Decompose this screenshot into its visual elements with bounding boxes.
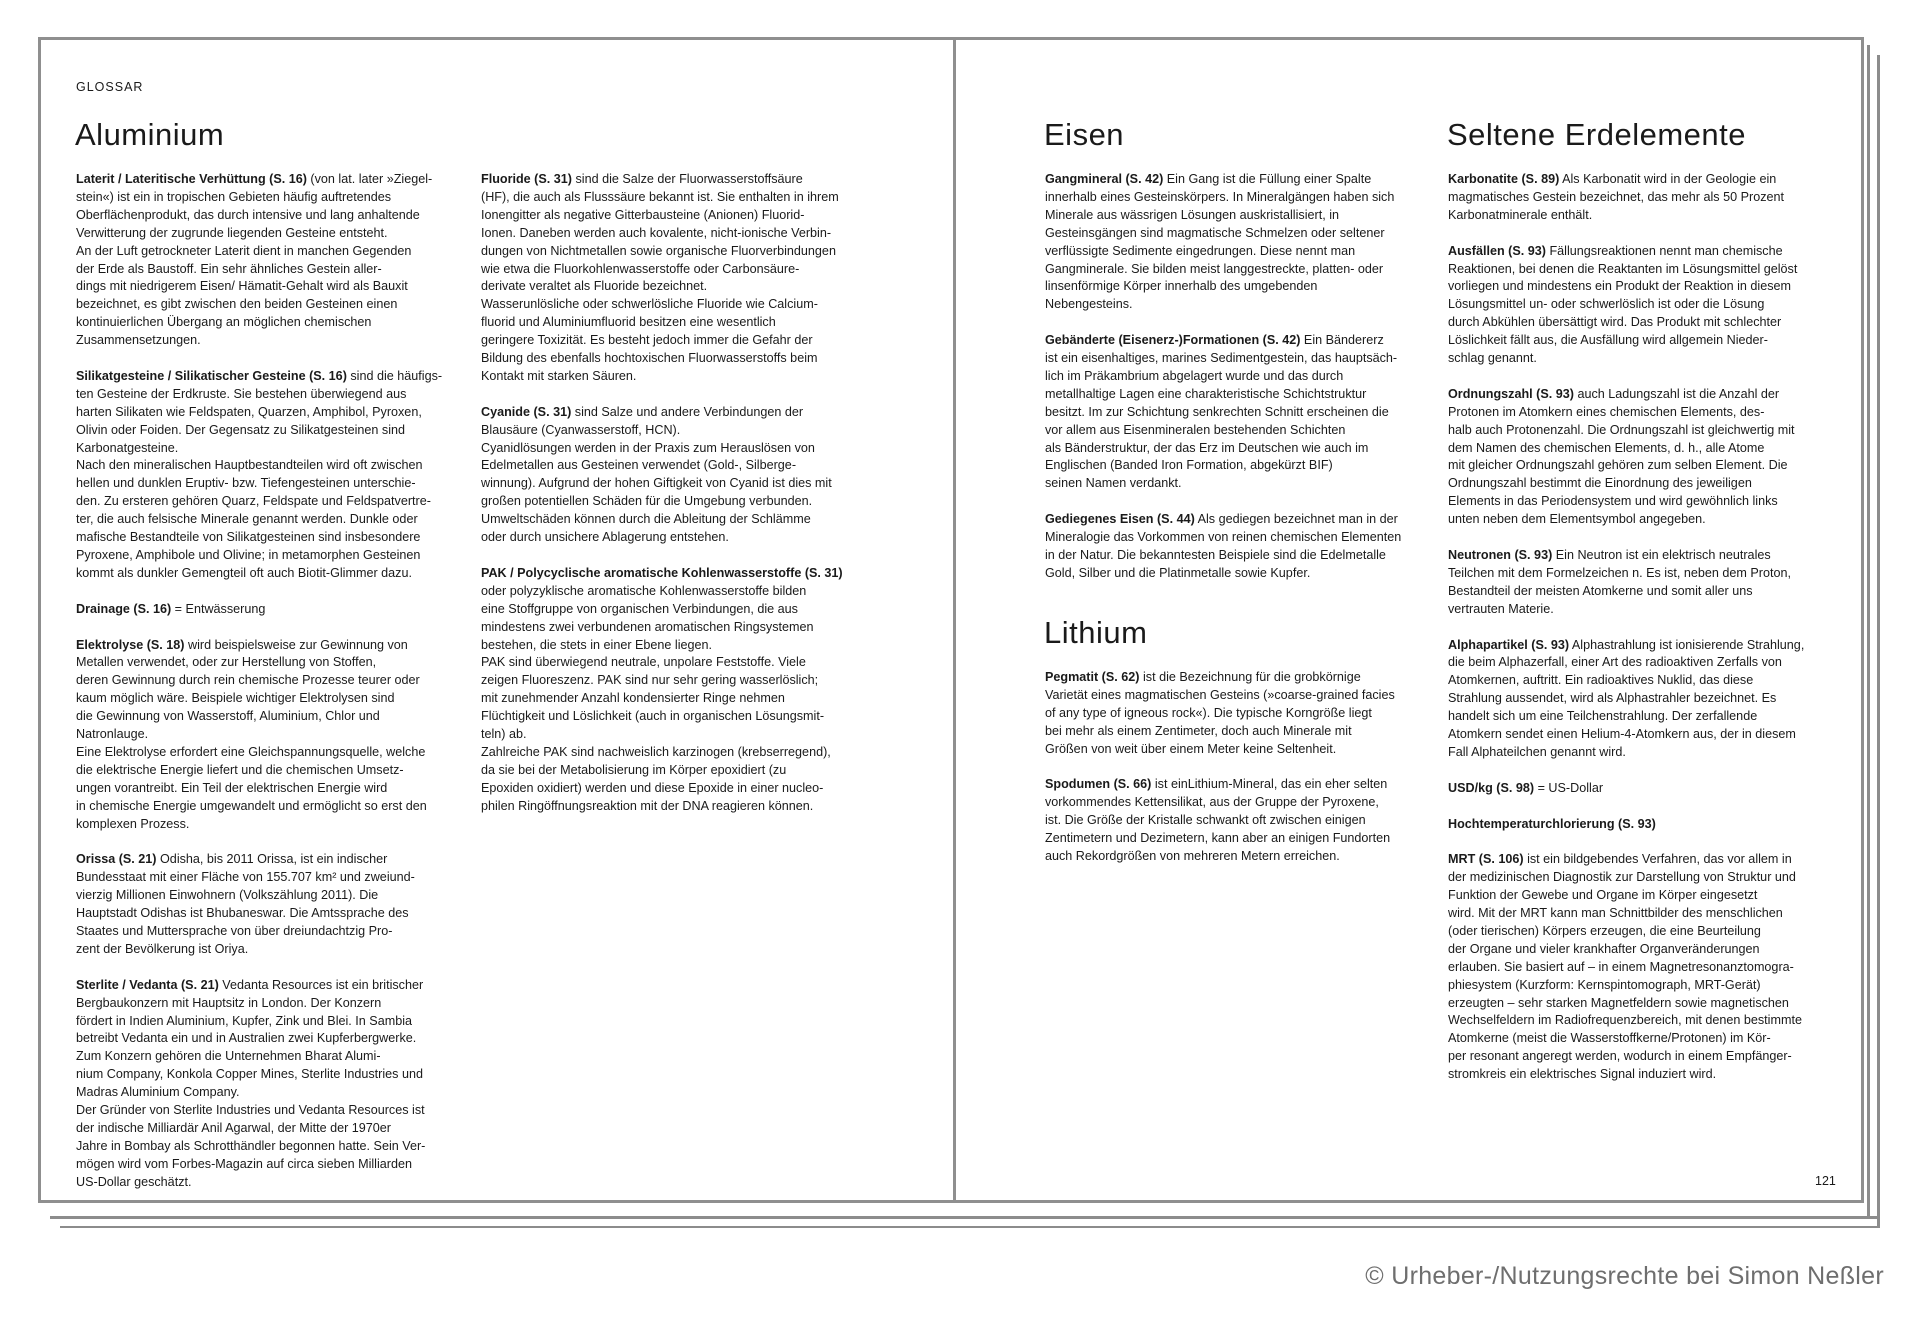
glossary-definition: = US-Dollar: [1534, 780, 1604, 795]
glossary-definition: ist die Bezeichnung für die grobkörnige Varietät eines magmatischen Gesteins (»coarse-grained facies of any type of igneous rock«). Die typische Korngröße liegt bei mehr als einem Zentimeter, doch auch Minerale mit Größen von weit über einem Meter keine Seltenheit.: [1045, 670, 1395, 756]
glossary-entry: [481, 565, 881, 816]
glossary-term: Laterit / Lateritische Verhüttung (S. 16): [76, 172, 307, 186]
glossary-definition: Fällungsreaktionen nennt man chemische Reaktionen, bei denen die Reaktanten im Lösungsmittel gelöst vorliegen und mindestens ein Produkt der Reaktion in diesem Lösungsmittel un- oder schwerlöslich ist oder die Lösung durch Abkühlen übersättigt wird. Das Produkt mit schlechter Löslichkeit fällt aus, die Ausfällung wird allgemein Nieder- schlag genannt.: [1448, 243, 1798, 366]
glossary-entry: [76, 851, 471, 958]
glossary-definition: Alphastrahlung ist ionisierende Strahlung, die beim Alphazerfall, einer Art des radioaktiven Zerfalls von Atomkernen, auftritt. Ein radioaktives Nuklid, das diese Strahlung aussendet, wird als Alphastrahler bezeichnet. Es handelt sich um eine Teilchenstrahlung. Der zerfallende Atomkern sendet einen Helium-4-Atomkern aus, der in diesem Fall Alphateilchen genannt wird.: [1448, 637, 1805, 759]
glossary-definition: = Entwässerung: [171, 601, 266, 616]
book-spine: [953, 40, 956, 1200]
glossary-definition: (von lat. later »Ziegel- stein«) ist ein in tropischen Gebieten häufig auftretendes Oberflächenprodukt, das durch intensive und lang anhaltende Verwitterung der zugrunde liegenden Gesteine entsteht. An der Luft getrockneter Laterit dient in manchen Gegenden der Erde als Baustoff. Ein sehr ähnliches Gestein aller- dings mit niedrigerem Eisen/ Hämatit-Gehalt wird als Bauxit bezeichnet, es gibt zwischen den beiden Gesteinen einen kontinuierlichen Übergang an möglichen chemischen Zusammensetzungen.: [76, 172, 433, 348]
glossary-definition: Ein Bändererz ist ein eisenhaltiges, marines Sedimentgestein, das hauptsäch- lich im Präkambrium abgelagert wurde und das durch metallhaltige Lagen eine charakteristische Schichtstruktur besitzt. Im zur Schichtung senkrechten Schnitt erscheinen die vor allem aus Eisenmineralen bestehenden Schichten als Bänderstruktur, der das Erz im Deutschen wie auch im Englischen (Banded Iron Formation, abgekürzt BIF) seinen Namen verdankt.: [1045, 333, 1398, 491]
glossary-column-aluminium-1: [76, 171, 471, 1209]
glossary-term: Alphapartikel (S. 93): [1448, 637, 1570, 652]
glossary-entry: [1448, 547, 1848, 619]
glossary-term: Cyanide (S. 31): [481, 404, 572, 419]
glossary-term: USD/kg (S. 98): [1448, 780, 1535, 795]
glossary-entry: [1045, 776, 1445, 866]
glossary-entry: [1448, 386, 1848, 529]
glossary-entry: [1448, 243, 1848, 368]
glossary-term: Orissa (S. 21): [76, 852, 157, 867]
glossary-term: Sterlite / Vedanta (S. 21): [76, 977, 219, 992]
glossary-entry: [481, 404, 881, 547]
glossary-definition: Vedanta Resources ist ein britischer Bergbaukonzern mit Hauptsitz in London. Der Konzern fördert in Indien Aluminium, Kupfer, Zink und Blei. In Sambia betreibt Vedanta ein und in Australien zwei Kupferbergwerke. Zum Konzern gehören die Unternehmen Bharat Alumi- nium Company, Konkola Copper Mines, Sterlite Industries und Madras Aluminium Company. Der Gründer von Sterlite Industries und Vedanta Resources ist der indische Milliardär Anil Agarwal, der Mitte der 1970er Jahre in Bombay als Schrotthändler begonnen hatte. Sein Ver- mögen wird vom Forbes-Magazin auf circa sieben Milliarden US-Dollar geschätzt.: [76, 977, 426, 1189]
glossary-term: Ausfällen (S. 93): [1448, 243, 1546, 258]
glossary-definition: Ein Gang ist die Füllung einer Spalte innerhalb eines Gesteinskörpers. In Mineralgängen haben sich Minerale aus wässrigen Lösungen auskristallisiert, in Gesteinsgängen sind magmatische Schmelzen oder seltener verflüssigte Sedimente eingedrungen. Diese nennt man Gangminerale. Sie bilden meist langgestreckte, platten- oder linsenförmige Körper innerhalb des umgebenden Nebengesteins.: [1045, 172, 1395, 312]
glossary-term: Ordnungszahl (S. 93): [1448, 386, 1574, 401]
glossary-term: PAK / Polycyclische aromatische Kohlenwasserstoffe (S. 31): [481, 565, 843, 580]
copyright-notice: © Urheber-/Nutzungsrechte bei Simon Neßler: [1365, 1262, 1884, 1290]
glossary-term: Fluoride (S. 31): [481, 172, 572, 186]
glossary-definition: oder polyzyklische aromatische Kohlenwasserstoffe bilden eine Stoffgruppe von organischen Verbindungen, die aus mindestens zwei verbundenen aromatischen Ringsystemen bestehen, die stets in einer Ebene liegen. PAK sind überwiegend neutrale, unpolare Feststoffe. Viele zeigen Fluoreszenz. PAK sind nur sehr gering wasserlöslich; mit zunehmender Anzahl kondensierter Ringe nehmen Flüchtigkeit und Löslichkeit (auch in organischen Lösungsmit- teln) ab. Zahlreiche PAK sind nachweislich karzinogen (krebserregend), da sie bei der Metabolisierung im Körper epoxidiert (zu Epoxiden oxidiert) werden und diese Epoxide in einer nucleo- philen Ringöffnungsreaktion mit der DNA reagieren können.: [481, 583, 831, 813]
glossary-term: Drainage (S. 16): [76, 601, 172, 616]
glossary-column-lithium: [1045, 669, 1445, 884]
glossary-definition: wird beispielsweise zur Gewinnung von Metallen verwendet, oder zur Herstellung von Stoffen, deren Gewinnung durch rein chemische Prozesse teurer oder kaum möglich wäre. Beispiele wichtiger Elektrolysen sind die Gewinnung von Wasserstoff, Aluminium, Chlor und Natronlauge. Eine Elektrolyse erfordert eine Gleichspannungsquelle, welche die elektrische Energie liefert und die chemischen Umsetz- ungen vorantreibt. Ein Teil der elektrischen Energie wird in chemische Energie umgewandelt und ermöglicht so erst den komplexen Prozess.: [76, 637, 427, 831]
glossary-definition: sind die häufigs- ten Gesteine der Erdkruste. Sie bestehen überwiegend aus harten Silikaten wie Feldspaten, Quarzen, Amphibol, Pyroxen, Olivin oder Foiden. Der Gegensatz zu Silikatgesteinen sind Karbonatgesteine. Nach den mineralischen Hauptbestandteilen wird oft zwischen hellen und dunklen Eruptiv- bzw. Tiefengesteinen unterschie- den. Zu ersteren gehören Quarz, Feldspate und Feldspatvertre- ter, die auch felsische Minerale genannt werden. Dunkle oder mafische Bestandteile von Silikatgesteinen sind insbesondere Pyroxene, Amphibole und Olivine; in metamorphen Gesteinen kommt als dunkler Gemengteil oft auch Biotit-Glimmer dazu.: [76, 368, 443, 580]
glossary-entry: [1045, 511, 1445, 583]
glossary-entry: [1045, 669, 1445, 759]
glossary-entry: [1448, 851, 1848, 1084]
glossary-term: Pegmatit (S. 62): [1045, 670, 1140, 684]
glossary-term: Hochtemperaturchlorierung (S. 93): [1448, 816, 1656, 831]
glossary-definition: Als Karbonatit wird in der Geologie ein magmatisches Gestein bezeichnet, das mehr als 50 Prozent Karbonatminerale enthält.: [1448, 172, 1785, 222]
book-spread: [38, 37, 1864, 1203]
section-title-eisen: Eisen: [1044, 117, 1125, 152]
running-head: GLOSSAR: [76, 80, 144, 94]
glossary-term: Karbonatite (S. 89): [1448, 172, 1560, 186]
glossary-definition: sind Salze und andere Verbindungen der Blausäure (Cyanwasserstoff, HCN). Cyanidlösungen werden in der Praxis zum Herauslösen von Edelmetallen aus Gesteinen verwendet (Gold-, Silberge- winnung). Aufgrund der hohen Giftigkeit von Cyanid ist dies mit großen potentiellen Schäden für die Umgebung verbunden. Umweltschäden können durch die Ableitung der Schlämme oder durch unsichere Ablagerung entstehen.: [481, 404, 832, 545]
glossary-column-aluminium-2: [481, 171, 881, 833]
section-title-lithium: Lithium: [1044, 615, 1148, 650]
glossary-entry: [76, 977, 471, 1192]
glossary-column-seltene-erdelemente: [1448, 171, 1848, 1102]
glossary-column-eisen: [1045, 171, 1445, 601]
glossary-entry: [1448, 171, 1848, 225]
glossary-definition: ist einLithium-Mineral, das ein eher selten vorkommendes Kettensilikat, aus der Gruppe der Pyroxene, ist. Die Größe der Kristalle schwankt oft zwischen einigen Zentimetern und Dezimetern, kann aber an einigen Fundorten auch Rekordgrößen von mehreren Metern erreichen.: [1045, 777, 1391, 864]
section-title-seltene-erdelemente: Seltene Erdelemente: [1447, 117, 1747, 152]
glossary-term: Neutronen (S. 93): [1448, 547, 1553, 562]
glossary-entry: [76, 637, 471, 834]
glossary-definition: Als gediegen bezeichnet man in der Mineralogie das Vorkommen von reinen chemischen Elementen in der Natur. Die bekanntesten Beispiele sind die Edelmetalle Gold, Silber und die Platinmetalle sowie Kupfer.: [1045, 512, 1402, 580]
glossary-definition: auch Ladungszahl ist die Anzahl der Protonen im Atomkern eines chemischen Elements, des- halb auch Protonenzahl. Die Ordnungszahl ist gleichwertig mit dem Namen des chemischen Elements, d. h., alle Atome mit gleicher Ordnungszahl gehören zum selben Element. Die Ordnungszahl bestimmt die Einordnung des jeweiligen Elements in das Periodensystem und wird gewöhnlich links unten neben dem Elementsymbol angegeben.: [1448, 386, 1795, 527]
glossary-entry: [1045, 171, 1445, 314]
page-stack-edge: [50, 1216, 1880, 1219]
glossary-term: MRT (S. 106): [1448, 852, 1524, 867]
glossary-definition: sind die Salze der Fluorwasserstoffsäure (HF), die auch als Flusssäure bekannt ist. Sie enthalten in ihrem Ionengitter als negative Gitterbausteine (Anionen) Fluorid- Ionen. Daneben werden auch kovalente, nicht-ionische Verbin- dungen von Nichtmetallen sowie organische Fluorverbindungen wie etwa die Fluorkohlenwasserstoffe oder Carbonsäure- derivate veraltet als Fluoride bezeichnet. Wasserunlösliche oder schwerlösliche Fluoride wie Calcium- fluorid und Aluminiumfluorid besitzen eine wesentlich geringere Toxizität. Es besteht jedoch immer die Gefahr der Bildung des ebenfalls hochtoxischen Fluorwasserstoffs beim Kontakt mit starken Säuren.: [481, 172, 839, 383]
glossary-term: Gangmineral (S. 42): [1045, 172, 1164, 186]
page-stack-edge: [1877, 55, 1880, 1226]
glossary-definition: Odisha, bis 2011 Orissa, ist ein indischer Bundesstaat mit einer Fläche von 155.707 km² und zweiund- vierzig Millionen Einwohnern (Volkszählung 2011). Die Hauptstadt Odishas ist Bhubaneswar. Die Amtssprache des Staates und Muttersprache von über dreiundachtzig Pro- zent der Bevölkerung ist Oriya.: [76, 852, 415, 956]
glossary-entry: [76, 368, 471, 583]
glossary-definition: ist ein bildgebendes Verfahren, das vor allem in der medizinischen Diagnostik zur Darstellung von Struktur und Funktion der Gewebe und Organe im Körper eingesetzt wird. Mit der MRT kann man Schnittbilder des menschlichen (oder tierischen) Körpers erzeugen, die eine Beurteilung der Organe und vieler krankhafter Organveränderungen erlauben. Sie basiert auf – in einem Magnetresonanztomogra- phiesystem (Kurzform: Kernspintomograph, MRT-Gerät) erzeugten – sehr starken Magnetfeldern sowie magnetischen Wechselfeldern im Radiofrequenzbereich, mit denen bestimmte Atomkerne (meist die Wasserstoffkerne/Protonen) im Kör- per resonant angeregt werden, wodurch in einem Empfänger- stromkreis ein elektrisches Signal induziert wird.: [1448, 852, 1802, 1082]
page-number: 121: [1815, 1174, 1836, 1188]
glossary-entry: [76, 171, 471, 350]
glossary-entry: [76, 601, 471, 619]
glossary-entry: [481, 171, 881, 386]
glossary-term: Elektrolyse (S. 18): [76, 637, 185, 652]
glossary-entry: [1045, 332, 1445, 493]
glossary-entry: [1448, 637, 1848, 762]
section-title-aluminium: Aluminium: [75, 117, 225, 152]
glossary-term: Gediegenes Eisen (S. 44): [1045, 512, 1195, 527]
glossary-term: Gebänderte (Eisenerz-)Formationen (S. 42): [1045, 333, 1301, 348]
page-stack-edge: [1867, 45, 1870, 1216]
page-stack-edge: [60, 1226, 1880, 1228]
glossary-entry: [1448, 780, 1848, 798]
glossary-term: Spodumen (S. 66): [1045, 777, 1152, 792]
glossary-term: Silikatgesteine / Silikatischer Gesteine (S. 16): [76, 368, 347, 383]
glossary-definition: Ein Neutron ist ein elektrisch neutrales Teilchen mit dem Formelzeichen n. Es ist, neben dem Proton, Bestandteil der meisten Atomkerne und somit aller uns vertrauten Materie.: [1448, 547, 1791, 616]
glossary-entry: [1448, 816, 1848, 834]
